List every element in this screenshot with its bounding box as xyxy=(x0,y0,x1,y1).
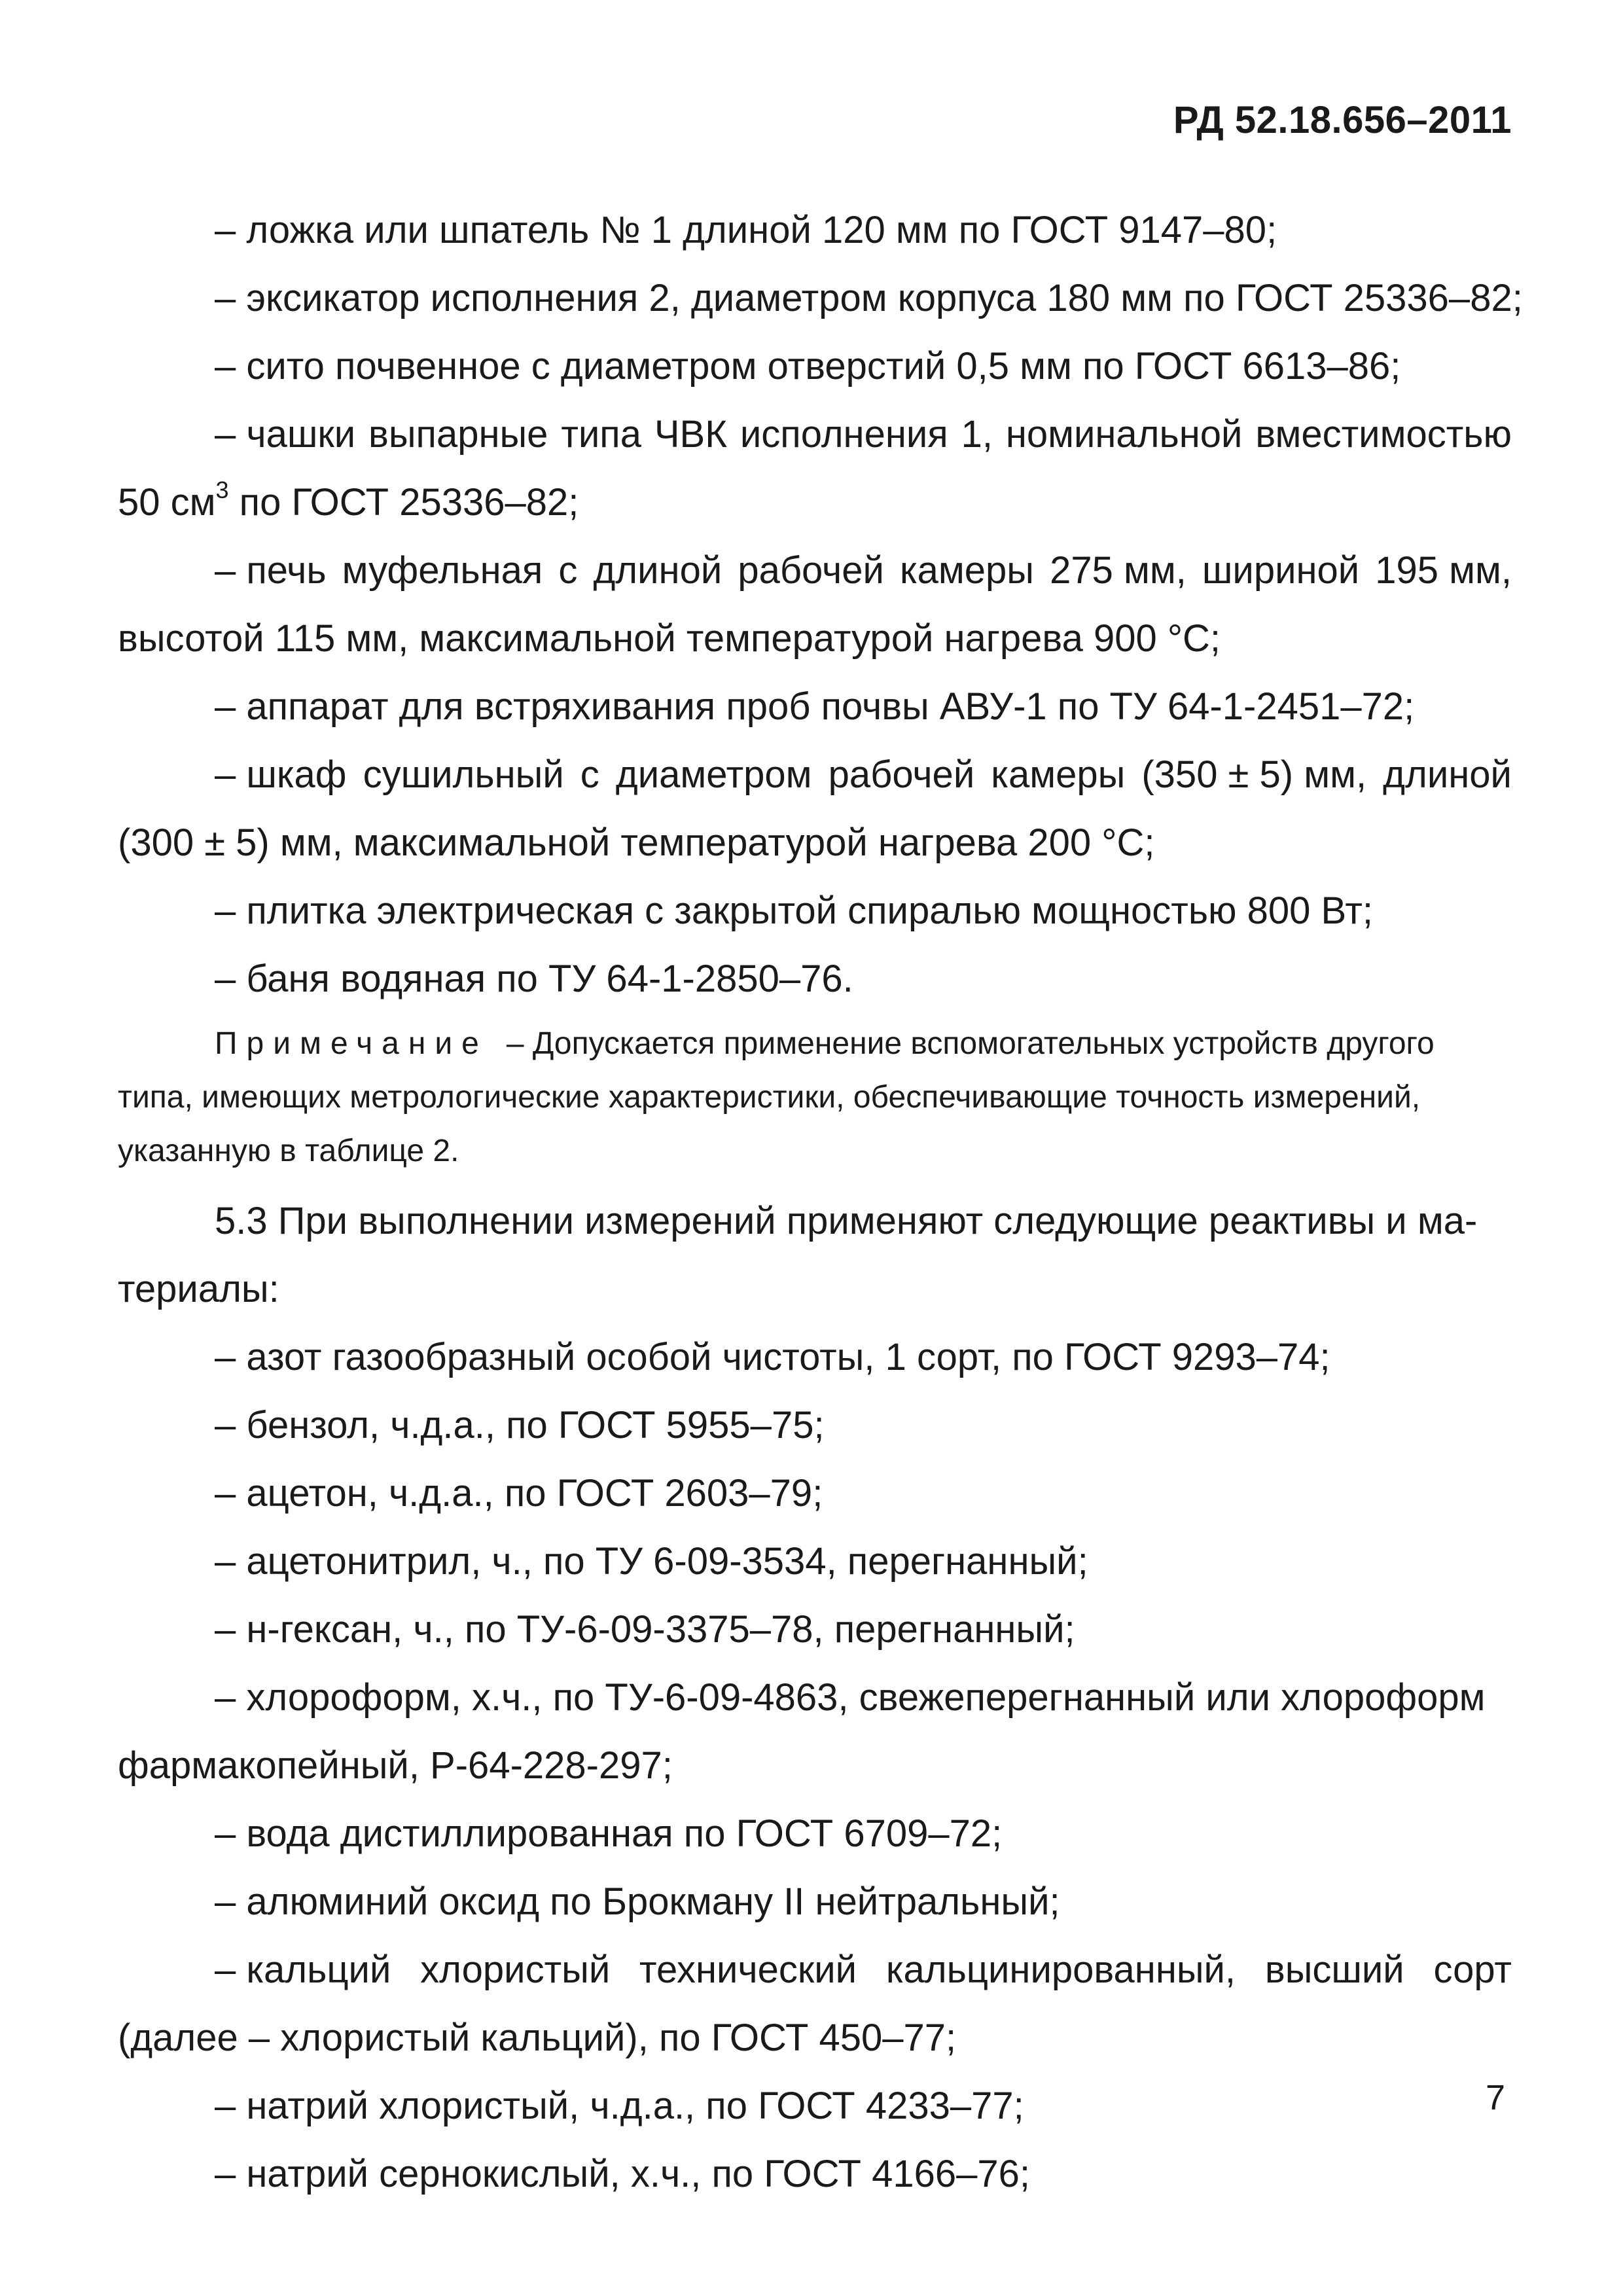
section-5-3-line1: 5.3 При выполнении измерений применяют следующие реактивы и ма- xyxy=(215,1200,1478,1242)
list-item-furnace-line2: высотой 115 мм, максимальной температурой нагрева 900 °С; xyxy=(118,617,1221,660)
list-item: – натрий сернокислый, х.ч., по ГОСТ 4166–76; xyxy=(215,2153,1030,2195)
list-item: – азот газообразный особой чистоты, 1 сорт, по ГОСТ 9293–74; xyxy=(215,1336,1330,1378)
list-item: – плитка электрическая с закрытой спиралью мощностью 800 Вт; xyxy=(215,889,1373,932)
list-item: – н-гексан, ч., по ТУ-6-09-3375–78, перегнанный; xyxy=(215,1608,1075,1651)
list-item: – ацетонитрил, ч., по ТУ 6-09-3534, перегнанный; xyxy=(215,1540,1088,1583)
list-item: – баня водяная по ТУ 64-1-2850–76. xyxy=(215,958,853,1000)
list-item-bowls-line2: 50 $см^3$ по ГОСТ 25336–82; xyxy=(118,476,579,524)
note-line3: указанную в таблице 2. xyxy=(118,1134,459,1168)
list-item-furnace-line1: – печь муфельная с длиной рабочей камеры 275 мм, шириной 195 мм, xyxy=(215,549,1512,592)
list-item-calcium-line2: (далее – хлористый кальций), по ГОСТ 450–77; xyxy=(118,2017,957,2059)
list-item: – сито почвенное с диаметром отверстий 0,5 мм по ГОСТ 6613–86; xyxy=(215,345,1401,387)
list-item: – ацетон, ч.д.а., по ГОСТ 2603–79; xyxy=(215,1472,823,1515)
note-line2: типа, имеющих метрологические характеристики, обеспечивающие точность измерений, xyxy=(118,1080,1421,1115)
section-5-3-line2: териалы: xyxy=(118,1268,279,1310)
document-id: РД 52.18.656–2011 xyxy=(1173,99,1512,141)
list-item-bowls-line1: – чашки выпарные типа ЧВК исполнения 1, номинальной вместимостью xyxy=(215,413,1512,456)
note-line1: Примечание – Допускается применение вспомогательных устройств другого xyxy=(215,1026,1435,1061)
superscript: 3 xyxy=(215,476,229,503)
list-item: – аппарат для встряхивания проб почвы АВУ-1 по ТУ 64-1-2451–72; xyxy=(215,685,1415,728)
list-item-calcium-line1: – кальций хлористый технический кальцинированный, высший сорт xyxy=(215,1948,1512,1991)
page-number: 7 xyxy=(1485,2078,1505,2117)
list-item: – натрий хлористый, ч.д.а., по ГОСТ 4233–77; xyxy=(215,2085,1024,2127)
list-item: – алюминий оксид по Брокману II нейтральный; xyxy=(215,1880,1060,1923)
document-body xyxy=(118,196,1523,2208)
note-label: Примечание xyxy=(215,1026,488,1061)
list-item: – эксикатор исполнения 2, диаметром корпуса 180 мм по ГОСТ 25336–82; xyxy=(215,277,1523,319)
list-item-chloroform-line2: фармакопейный, Р-64-228-297; xyxy=(118,1744,673,1787)
note xyxy=(118,1017,1512,1178)
list-item: – ложка или шпатель № 1 длиной 120 мм по ГОСТ 9147–80; xyxy=(215,209,1277,251)
list-item: – вода дистиллированная по ГОСТ 6709–72; xyxy=(215,1812,1003,1855)
list-item-oven-line2: (300 ± 5) мм, максимальной температурой нагрева 200 °С; xyxy=(118,821,1155,864)
list-item: – бензол, ч.д.а., по ГОСТ 5955–75; xyxy=(215,1404,825,1446)
list-item-oven-line1: – шкаф сушильный с диаметром рабочей камеры (350 ± 5) мм, длиной xyxy=(215,753,1512,796)
list-item-chloroform-line1: – хлороформ, х.ч., по ТУ-6-09-4863, свежеперегнанный или хлороформ xyxy=(215,1676,1486,1719)
